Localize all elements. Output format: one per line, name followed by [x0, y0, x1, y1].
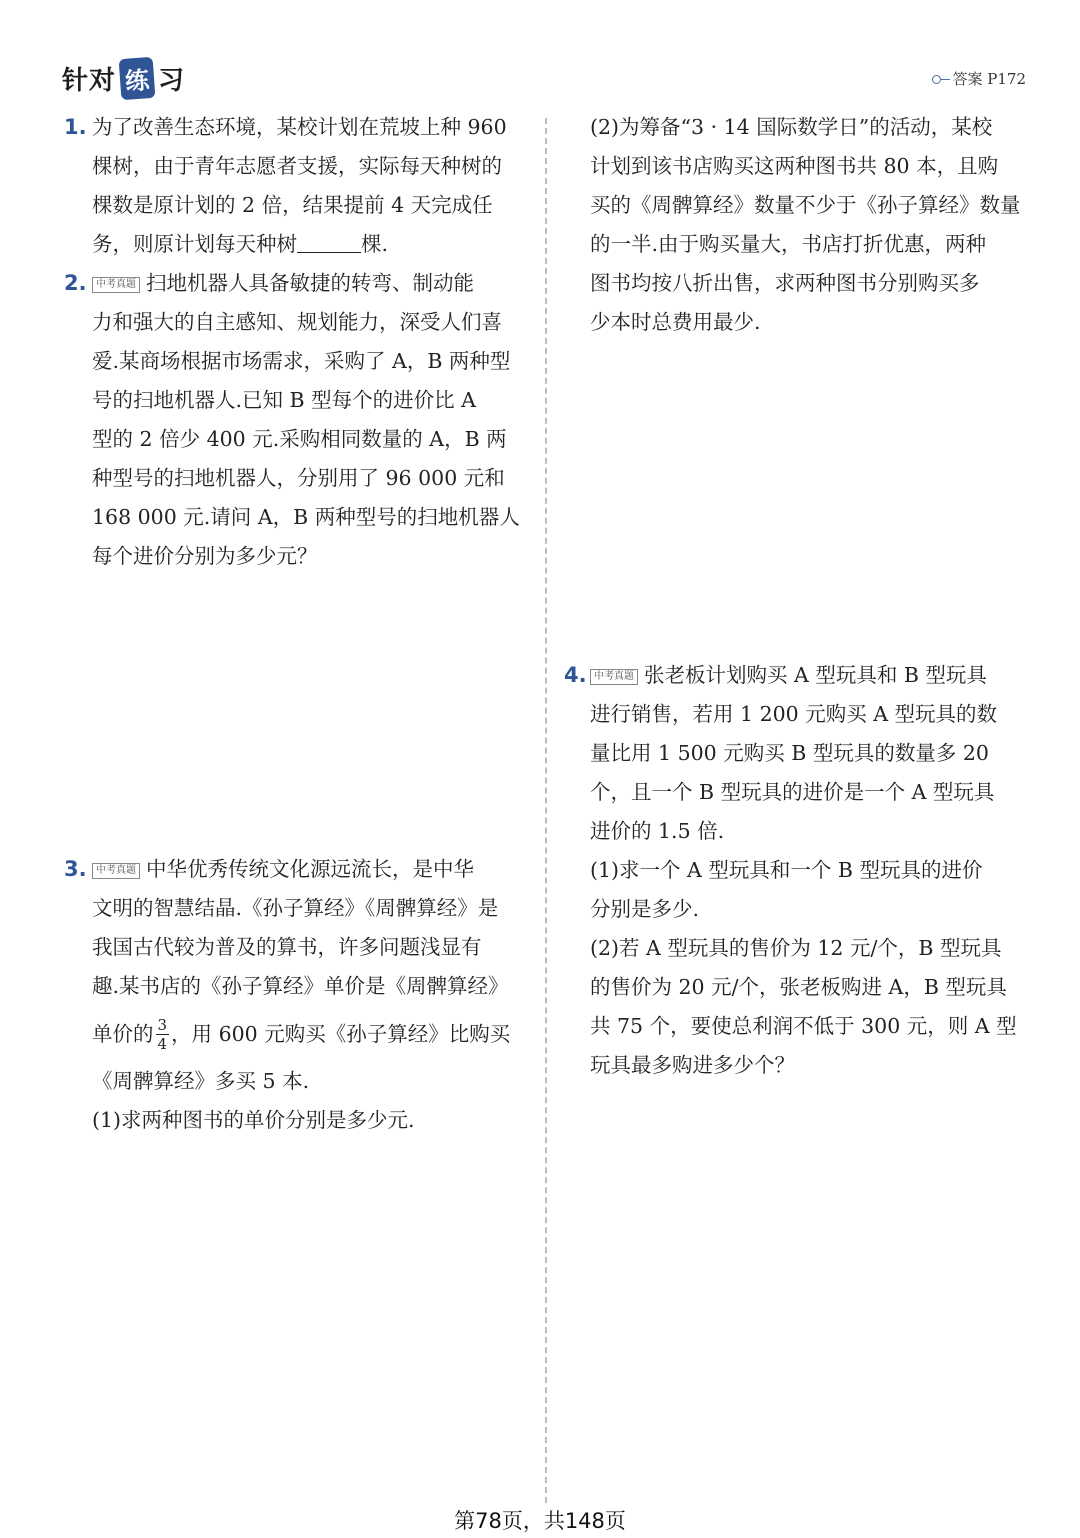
- q1-line-3: 棵数是原计划的 2 倍，结果提前 4 天完成任: [92, 193, 493, 217]
- q4-exam-tag: 中考真题: [590, 669, 638, 685]
- q2-line-4: 号的扫地机器人.已知 B 型每个的进价比 A: [92, 388, 476, 412]
- q3-exam-tag: 中考真题: [92, 863, 140, 879]
- q4-part2-line-2: 的售价为 20 元/个，张老板购进 A，B 型玩具: [590, 975, 1007, 999]
- q3-frac-after: ，用 600 元购买《孙子算经》比购买: [171, 1021, 511, 1046]
- column-divider: [545, 118, 547, 1503]
- q3-frac-before: 单价的: [92, 1021, 154, 1046]
- page-number: 第78页，共148页: [454, 1509, 626, 1533]
- q3-line-3: 我国古代较为普及的算书，许多问题浅显有: [92, 935, 482, 959]
- answer-blank: [297, 230, 361, 253]
- q2-exam-tag: 中考真题: [92, 277, 140, 293]
- q4-line-4: 个，且一个 B 型玩具的进价是一个 A 型玩具: [590, 780, 995, 804]
- q4-part1-line-2: 分别是多少.: [590, 897, 700, 921]
- q4-line-1-text: 张老板计划购买 A 型玩具和 B 型玩具: [644, 663, 987, 687]
- q1-line-4: [92, 225, 532, 264]
- answer-reference: [932, 68, 1027, 89]
- q3-line-6: 《周髀算经》多买 5 本.: [92, 1069, 310, 1093]
- question-3-part-2: [590, 108, 1035, 342]
- q2-line-1: [92, 264, 532, 303]
- q3-part2-line-5: 图书均按八折出售，求两种图书分别购买多: [590, 271, 980, 295]
- fraction-numerator: 3: [157, 1015, 168, 1034]
- q1-line-2: 棵树，由于青年志愿者支援，实际每天种树的: [92, 154, 502, 178]
- q4-line-2: 进行销售，若用 1 200 元购买 A 型玩具的数: [590, 702, 998, 726]
- q4-number: 4.: [564, 663, 587, 687]
- q3-part2-line-4: 的一半.由于购买量大，书店打折优惠，两种: [590, 232, 987, 256]
- q3-line-1-text: 中华优秀传统文化源远流长，是中华: [146, 857, 474, 881]
- q4-part1-line-1: (1)求一个 A 型玩具和一个 B 型玩具的进价: [590, 858, 983, 882]
- question-2: [92, 264, 532, 576]
- q3-line-5: [92, 1006, 532, 1062]
- q2-line-2: 力和强大的自主感知、规划能力，深受人们喜: [92, 310, 502, 334]
- q2-number: 2.: [64, 271, 87, 295]
- q3-line-2: 文明的智慧结晶.《孙子算经》《周髀算经》是: [92, 896, 499, 920]
- question-4: [590, 656, 1035, 1085]
- fraction-denominator: 4: [157, 1034, 168, 1053]
- question-3: [92, 850, 532, 1140]
- q1-number: 1.: [64, 115, 87, 139]
- q2-line-3: 爱.某商场根据市场需求，采购了 A，B 两种型: [92, 349, 511, 373]
- q4-part2-line-3: 共 75 个，要使总利润不低于 300 元，则 A 型: [590, 1014, 1017, 1038]
- q3-part2-line-1: (2)为筹备“3 · 14 国际数学日”的活动，某校: [590, 115, 993, 139]
- q2-line-8: 每个进价分别为多少元？: [92, 544, 318, 568]
- q4-part2-line-1: (2)若 A 型玩具的售价为 12 元/个，B 型玩具: [590, 936, 1002, 960]
- q1-line-4-after: 棵.: [361, 232, 389, 256]
- q4-line-5: 进价的 1.5 倍.: [590, 819, 725, 843]
- q2-line-5: 型的 2 倍少 400 元.采购相同数量的 A，B 两: [92, 427, 507, 451]
- q3-part-1: (1)求两种图书的单价分别是多少元.: [92, 1108, 415, 1132]
- q3-line-1: [92, 850, 532, 889]
- section-title-part2: 习: [158, 65, 186, 96]
- q3-line-4: 趣.某书店的《孙子算经》单价是《周髀算经》: [92, 974, 509, 998]
- q3-part2-line-2: 计划到该书店购买这两种图书共 80 本，且购: [590, 154, 999, 178]
- section-title-part1: 针对: [62, 65, 117, 96]
- q1-line-4-before: 务，则原计划每天种树: [92, 232, 297, 256]
- key-icon: [932, 73, 950, 85]
- q2-line-1-text: 扫地机器人具备敏捷的转弯、制动能: [146, 271, 474, 295]
- section-title-badge: 练: [119, 56, 156, 99]
- q2-line-7: 168 000 元.请问 A，B 两种型号的扫地机器人: [92, 505, 520, 529]
- q3-number: 3.: [64, 857, 87, 881]
- q2-line-6: 种型号的扫地机器人，分别用了 96 000 元和: [92, 466, 505, 490]
- section-header: [62, 58, 185, 98]
- q3-part2-line-6: 少本时总费用最少.: [590, 310, 761, 334]
- fraction: [156, 1016, 170, 1053]
- q4-line-3: 量比用 1 500 元购买 B 型玩具的数量多 20: [590, 741, 989, 765]
- q4-part2-line-4: 玩具最多购进多少个？: [590, 1053, 795, 1077]
- question-1: [92, 108, 532, 264]
- answer-reference-text: 答案 P172: [952, 70, 1026, 88]
- q1-line-1: 为了改善生态环境，某校计划在荒坡上种 960: [92, 115, 507, 139]
- q3-part2-line-3: 买的《周髀算经》数量不少于《孙子算经》数量: [590, 193, 1021, 217]
- q4-line-1: [590, 656, 1035, 695]
